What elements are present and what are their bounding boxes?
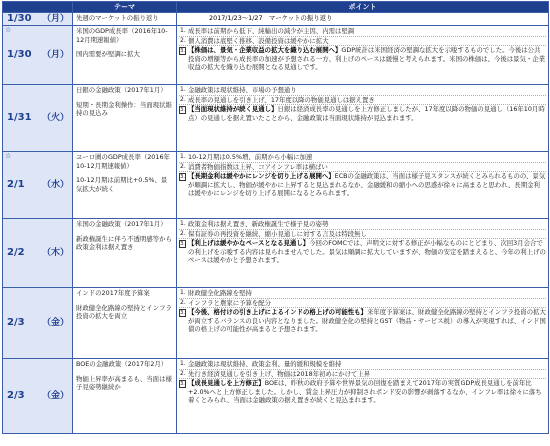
theme-subtitle: 財政健全化路線の堅持とインフラ投資の拡大を両立 <box>76 303 172 321</box>
theme-subtitle: 10-12月期は前期比+0.5%、景気拡大が続く <box>76 176 168 193</box>
date-cell <box>3 219 73 288</box>
theme-title: 米国のGDP成長率（2016年10-12月期速報値） <box>76 27 168 44</box>
point-item: 3. 【当面現状維持が続く見通し】日銀は経済成長率の見通しを上方修正しましたが、17年度以降の物価の見通し（16年10月時点）の見通しを据え置いたことから、金融政策は当面現状維持が見込まれます。 <box>180 105 545 122</box>
point-item: 2. 成長率の見通しを引き上げ、17年度以降の物価見通しは据え置き <box>179 96 546 106</box>
point-item: 1. 財政健全化路線を堅持 <box>179 289 546 299</box>
table-row <box>3 13 549 26</box>
schedule-table <box>2 1 549 434</box>
star-mark: ☆ <box>5 152 12 160</box>
theme-title: 米国の金融政策（2017年1月） <box>76 220 167 228</box>
theme-cell <box>73 288 177 359</box>
point-item: 3. 【成長見通しを上方修正】BOEは、昨秋の政府予算や世界景気の回復を踏まえて2017年の実質GDP成長見通しを前年比+2.0%へと上方修正しました。しかし、賃金上昇圧力が抑制されポンド安の影響が剥落するなか、インフレ率は徐々に落ち着くとみられ、当面は金融政策の据え置きが続くと見込まれます。 <box>180 379 542 405</box>
header-row <box>3 2 549 13</box>
theme-cell <box>73 152 177 219</box>
date-text: 1/30 <box>7 49 32 60</box>
date-cell <box>3 152 73 219</box>
date-cell <box>3 85 73 152</box>
point-item: 1. 政策金利は据え置き、新政権誕生で様子見の姿勢 <box>179 220 546 230</box>
points-cell <box>177 288 549 359</box>
table-row <box>3 288 549 359</box>
date-text: 2/3 <box>7 390 25 401</box>
theme-cell <box>73 219 177 288</box>
point-item: 2. 消費者物価指数は上昇、コアインフレ率は横ばい <box>179 163 546 173</box>
header-date <box>3 2 73 13</box>
header-theme: テーマ <box>73 2 177 13</box>
theme-subtitle: 国内需要が堅調に拡大 <box>76 50 140 59</box>
point-item: 1. 金融政策は現状維持、政策金利、量的緩和規模を維持 <box>179 360 546 370</box>
point-item: 1. 成長率は前期から低下、純輸出の減少が主因、内需は堅調 <box>179 27 546 37</box>
theme-cell <box>73 13 177 26</box>
weekday-text: （水） <box>41 180 69 190</box>
date-cell <box>3 13 73 26</box>
theme-subtitle: 新政権誕生に伴う不透明感等から政策金利は据え置き <box>76 234 172 252</box>
point-item: 2. 先行き経済見通しを引き上げ、物価は2018年初めにかけて上昇 <box>179 370 546 380</box>
theme-title: 先週のマーケットの振り返り <box>76 14 159 22</box>
point-item: 3. 【利上げは緩やかなペースとなる見通し】今回のFOMCでは、声明文に対する修正が小幅なものにとどまり、次回3月会合での利上げを示唆する内容は見られませんでした。景気は順調に拡大していますが、物価の安定を踏まえると、今年の利上げのペースは緩やかと予想されます。 <box>180 239 546 265</box>
theme-title: 日銀の金融政策（2017年1月） <box>76 86 167 94</box>
theme-title: BOEの金融政策（2017年2月） <box>76 360 168 368</box>
date-cell <box>3 359 73 434</box>
theme-cell <box>73 359 177 434</box>
point-item: 2. インフラと農家に予算を配分 <box>179 299 546 309</box>
theme-title: インドの2017年度予算案 <box>76 289 150 297</box>
table-row <box>3 359 549 434</box>
date-text: 2/1 <box>7 179 25 190</box>
date-text: 1/30 <box>7 13 32 24</box>
weekday-text: （月） <box>41 50 69 60</box>
date-text: 2/3 <box>7 317 25 328</box>
header-points: ポイント <box>177 2 549 13</box>
date-cell <box>3 26 73 85</box>
star-mark: ☆ <box>5 26 12 34</box>
theme-subtitle: 短期・長期金利操作：当面現状維持の見込み <box>76 100 172 118</box>
point-item: 1. 10-12月期は0.5%増、前期から小幅に加速 <box>179 153 546 163</box>
table-row <box>3 26 549 85</box>
point-item: 1. 金融政策は現状維持、市場の予想通り <box>179 86 546 96</box>
theme-subtitle: 物価上昇率が高まるも、当面は様子見姿勢継続か <box>76 374 172 392</box>
points-cell <box>177 219 549 288</box>
table-row <box>3 152 549 219</box>
weekday-text: （月） <box>41 14 69 24</box>
table-row <box>3 85 549 152</box>
weekday-text: （火） <box>41 113 69 123</box>
points-cell <box>177 152 549 219</box>
points-cell <box>177 26 549 85</box>
point-item: 3. 【今後、格付けの引き上げによるインドの格上げの可能性も】来年度予算案は、財政健全化路線の堅持とインフラ投資の拡大が両立するバランスの良い内容となりました。財政健全化の堅持とGST（物品・サービス税）の導入が実現すれば、インド国債の格上げの可能性が高まると予想されます。 <box>180 308 546 334</box>
date-text: 2/2 <box>7 247 25 258</box>
point-item: 3. 【長期金利は緩やかにレンジを切り上げる展開へ】ECBの金融政策は、当面は様子見スタンスが続くとみられるものの、景気が順調に拡大し、物価が緩やかに上昇すると見込まれるなか、金融緩和の縮小への思惑が徐々に高まると思われ、長期金利は緩やかにレンジを切り上げる展開になるとみられます。 <box>180 172 546 198</box>
table-row <box>3 219 549 288</box>
points-cell <box>177 85 549 152</box>
weekday-text: （金） <box>41 391 69 401</box>
points-cell <box>177 13 549 26</box>
point-item: 3. 【株価は、景気・企業収益の拡大を織り込む展開へ】GDP統計は米国経済の堅調な拡大を示唆するものでした。今後は公共投資の増額等から成長率の加速が予想される一方、利上げのペースは緩慢と考えられます。米国の株価は、今後は景気・企業収益の拡大を織り込む展開となる見通しです。 <box>180 46 546 72</box>
weekday-text: （金） <box>41 318 69 328</box>
theme-cell <box>73 85 177 152</box>
theme-title: ユーロ圏のGDP成長率（2016年10-12月期速報値） <box>76 153 170 170</box>
weekday-text: （木） <box>41 248 69 258</box>
point-summary: 2017/1/23～1/27 マーケットの振り返り <box>209 14 333 22</box>
point-item: 2. 保有証券の再投資を継続、縮小見通しに対する言及は特段無し <box>179 230 546 240</box>
point-item: 2. 個人消費は底堅く推移、設備投資は緩やかに拡大 <box>179 37 546 47</box>
theme-cell <box>73 26 177 85</box>
date-cell <box>3 288 73 359</box>
date-text: 1/31 <box>7 112 32 123</box>
points-cell <box>177 359 549 434</box>
